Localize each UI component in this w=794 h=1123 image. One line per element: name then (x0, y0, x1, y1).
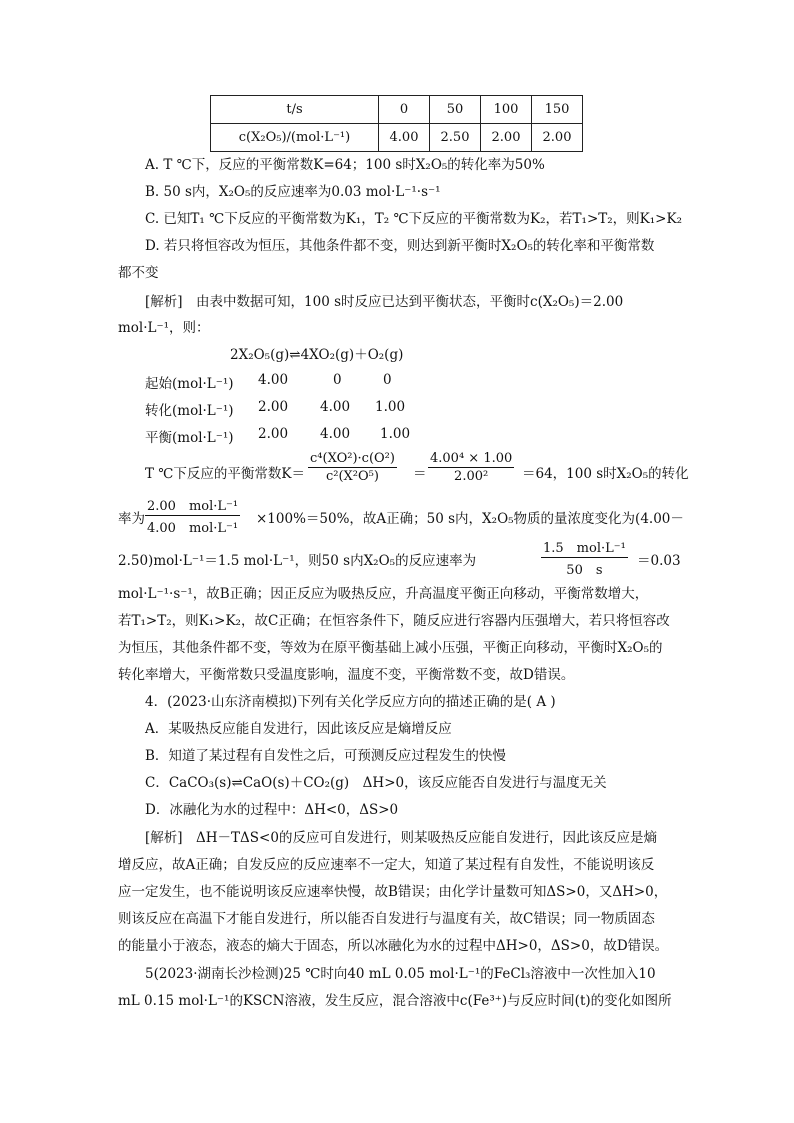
k-expression-prefix: T ℃下反应的平衡常数K＝ (145, 466, 305, 482)
table-cell: t/s (211, 96, 379, 124)
table-cell: c(X₂O₅)/(mol·L⁻¹) (211, 124, 379, 152)
k-fraction (308, 451, 397, 484)
ice-value: 2.00 (258, 399, 289, 415)
option-c: C. 已知T₁ ℃下反应的平衡常数为K₁，T₂ ℃下反应的平衡常数为K₂，若T₁>T₂，则K₁>K₂ (145, 211, 682, 227)
conversion-fraction (145, 495, 240, 536)
table-cell: 50 (430, 96, 481, 124)
ice-value: 4.00 (320, 399, 351, 415)
analysis-text: mol·L⁻¹·s⁻¹，故B正确；因正反应为吸热反应，升高温度平衡正向移动，平衡常数增大， (118, 586, 649, 602)
option-c: C．CaCO₃(s)⇌CaO(s)＋CO₂(g) ΔH>0，该反应能否自发进行与温度无关 (145, 775, 607, 791)
table-cell: 2.50 (430, 124, 481, 152)
option-b: B. 50 s内，X₂O₅的反应速率为0.03 mol·L⁻¹·s⁻¹ (145, 184, 441, 200)
equals-sign: ＝ (413, 466, 427, 482)
conversion-numerator: 2.00 mol·L⁻¹ (145, 495, 240, 516)
table-cell: 150 (532, 96, 583, 124)
analysis-text: 增反应，故A正确；自发反应的反应速率不一定大，知道了某过程有自发性，不能说明该反 (118, 857, 655, 873)
analysis-text: 的能量小于液态，液态的熵大于固态，所以冰融化为水的过程中ΔH>0，ΔS>0，故D错误。 (118, 938, 669, 954)
table-cell: 2.00 (532, 124, 583, 152)
k-numerator: c⁴(XO²)·c(O²) (310, 451, 395, 466)
conversion-denominator: 4.00 mol·L⁻¹ (147, 521, 239, 536)
option-a: A．某吸热反应能自发进行，因此该反应是熵增反应 (145, 721, 452, 737)
analysis-text: [解析] ΔH－TΔS<0的反应可自发进行，则某吸热反应能自发进行，因此该反应是熵 (145, 830, 657, 846)
k-value-fraction (428, 451, 514, 484)
analysis-text: 应一定发生，也不能说明该反应速率快慢，故B错误；由化学计量数可知ΔS>0，又ΔH>0， (118, 884, 668, 900)
k-value-denominator: 2.00² (454, 469, 489, 484)
ice-value: 4.00 (320, 426, 351, 442)
table-cell: 100 (481, 96, 532, 124)
question-4-stem: 4．(2023·山东济南模拟)下列有关化学反应方向的描述正确的是( A ) (145, 694, 556, 710)
reaction-equation: 2X₂O₅(g)⇌4XO₂(g)＋O₂(g) (230, 347, 404, 363)
ice-label: 转化(mol·L⁻¹) (145, 403, 234, 419)
option-d: D．冰融化为水的过程中：ΔH<0，ΔS>0 (145, 802, 399, 818)
rate-fraction (541, 537, 628, 578)
table-cell: 4.00 (379, 124, 430, 152)
k-expression-suffix: ＝64，100 s时X₂O₅的转化 (522, 466, 689, 482)
option-d: D. 若只将恒容改为恒压，其他条件都不变，则达到新平衡时X₂O₅的转化率和平衡常数 (145, 238, 655, 254)
concentration-table (210, 95, 583, 152)
ice-value: 2.00 (258, 426, 289, 442)
table-cell: 2.00 (481, 124, 532, 152)
analysis-text: [解析] 由表中数据可知，100 s时反应已达到平衡状态，平衡时c(X₂O₅)＝2.00 (145, 294, 624, 310)
table-cell: 0 (379, 96, 430, 124)
analysis-text: 则该反应在高温下才能自发进行，所以能否自发进行与温度有关，故C错误；同一物质固态 (118, 911, 655, 927)
k-value-numerator: 4.00⁴ × 1.00 (430, 451, 513, 466)
option-d-cont: 都不变 (118, 265, 159, 281)
conversion-prefix: 率为 (118, 511, 145, 527)
ice-value: 4.00 (258, 372, 289, 388)
question-5-stem-cont: mL 0.15 mol·L⁻¹的KSCN溶液，发生反应，混合溶液中c(Fe³⁺)与反应时间(t)的变化如图所 (118, 993, 672, 1009)
rate-prefix: 2.50)mol·L⁻¹＝1.5 mol·L⁻¹，则50 s内X₂O₅的反应速率为 (118, 553, 477, 569)
k-denominator: c²(X²O⁵) (325, 469, 379, 484)
ice-label: 起始(mol·L⁻¹) (145, 376, 234, 392)
option-b: B．知道了某过程有自发性之后，可预测反应过程发生的快慢 (145, 748, 506, 764)
rate-suffix: ＝0.03 (637, 553, 681, 569)
table-row (211, 96, 583, 124)
analysis-text: mol·L⁻¹，则： (118, 320, 210, 336)
rate-numerator: 1.5 mol·L⁻¹ (541, 537, 628, 558)
ice-value: 0 (383, 372, 392, 388)
ice-label: 平衡(mol·L⁻¹) (145, 430, 234, 446)
ice-value: 1.00 (380, 426, 411, 442)
rate-denominator: 50 s (566, 563, 603, 578)
question-5-stem: 5(2023·湖南长沙检测)25 ℃时向40 mL 0.05 mol·L⁻¹的FeCl₃溶液中一次性加入10 (145, 966, 656, 982)
ice-value: 1.00 (375, 399, 406, 415)
ice-value: 0 (333, 372, 342, 388)
analysis-text: 为恒压，其他条件都不变，等效为在原平衡基础上减小压强，平衡正向移动，平衡时X₂O₅的 (118, 640, 663, 656)
analysis-text: 若T₁>T₂，则K₁>K₂，故C正确；在恒容条件下，随反应进行容器内压强增大，若只将恒容改 (118, 613, 670, 629)
option-a: A. T ℃下，反应的平衡常数K=64；100 s时X₂O₅的转化率为50% (145, 157, 545, 173)
table-row (211, 124, 583, 152)
conversion-suffix: ×100%＝50%，故A正确；50 s内，X₂O₅物质的量浓度变化为(4.00－ (256, 511, 684, 527)
analysis-text: 转化率增大，平衡常数只受温度影响，温度不变，平衡常数不变，故D错误。 (118, 667, 575, 683)
